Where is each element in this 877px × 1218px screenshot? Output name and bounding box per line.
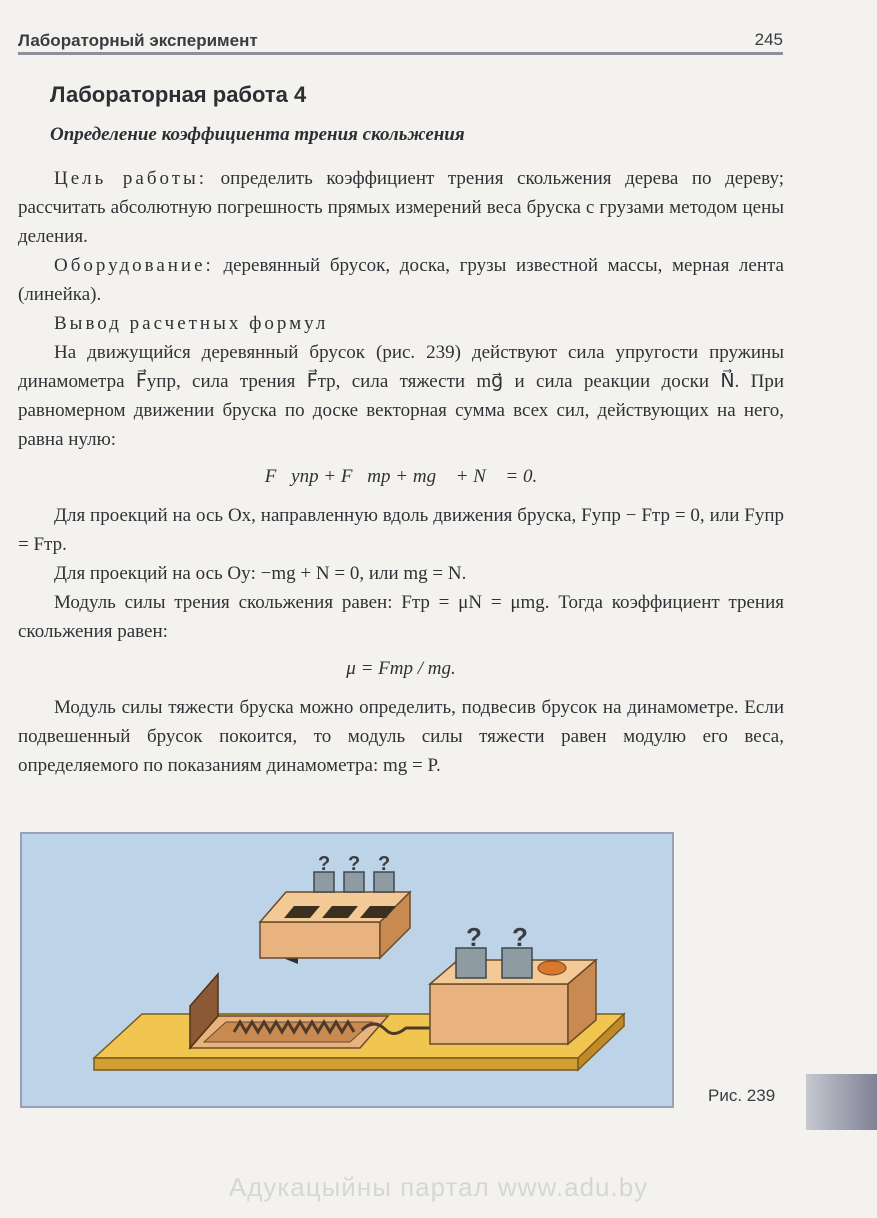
- question-mark-2: ?: [512, 922, 528, 952]
- question-mark-3: ?: [318, 853, 331, 875]
- mu-formula: μ = Fтр / mg.: [346, 658, 456, 679]
- lab-subtitle: Определение коэффициента трения скольжения: [50, 124, 465, 145]
- lab-title: Лабораторная работа 4: [50, 82, 307, 107]
- equipment-paragraph: [18, 251, 784, 309]
- figure-caption: Рис. 239: [708, 1086, 776, 1105]
- equipment-text: деревянный брусок, доска, грузы известной массы, мерная лента (линейка).: [18, 255, 784, 305]
- weight-2: [502, 948, 532, 978]
- watermark: Адукацыйны партал www.adu.by: [228, 1172, 649, 1202]
- friction-modulus-paragraph: Модуль силы трения скольжения равен: Fтр = μN = μmg. Тогда коэффициент трения скольжения равен:: [18, 592, 784, 642]
- small-weight-1: [314, 872, 334, 892]
- gravity-modulus-paragraph: Модуль силы тяжести бруска можно определить, подвесив брусок на динамометре. Если подвешенный брусок покоится, то модуль силы тяжести равен модулю его веса, определяемого по показаниям динамометра: mg = P.: [18, 697, 784, 776]
- aim-label: Цель работы:: [54, 168, 208, 189]
- upper-block-front: [260, 922, 380, 958]
- question-mark-1: ?: [466, 922, 482, 952]
- wooden-block-front: [430, 984, 568, 1044]
- question-mark-5: ?: [378, 853, 391, 875]
- body-text-top: [18, 164, 784, 780]
- page-number: 245: [754, 30, 783, 49]
- header-rule: [18, 52, 783, 55]
- question-mark-4: ?: [348, 853, 361, 875]
- friction-apparatus-illustration: [22, 834, 672, 1106]
- section-title: Лабораторный эксперимент: [18, 31, 258, 50]
- figure-239: [20, 832, 674, 1108]
- small-weight-2: [344, 872, 364, 892]
- vector-sum-formula: F⃗упр + F⃗тр + mg⃗ + N⃗ = 0.: [264, 466, 538, 487]
- aim-text: определить коэффициент трения скольжения дерева по дереву; рассчитать абсолютную погрешность прямых измерений веса бруска с грузами методом цены деления.: [18, 168, 784, 247]
- aim-paragraph: [18, 164, 784, 251]
- board-front: [94, 1058, 578, 1070]
- ox-projection-paragraph: Для проекций на ось Ox, направленную вдоль движения бруска, Fупр − Fтр = 0, или Fупр = Fтр.: [18, 505, 784, 555]
- derivation-heading: Вывод расчетных формул: [54, 313, 329, 334]
- page-edge-tab: [806, 1074, 877, 1130]
- weight-1: [456, 948, 486, 978]
- small-weight-3: [374, 872, 394, 892]
- running-header: [18, 28, 783, 54]
- block-hole: [538, 961, 566, 975]
- forces-paragraph: На движущийся деревянный брусок (рис. 239) действуют сила упругости пружины динамометра F⃗упр, сила трения F⃗тр, сила тяжести mg⃗ и сила реакции доски N⃗. При равномерном движении бруска по доске векторная сумма всех сил, действующих на него, равна нулю:: [18, 342, 784, 450]
- oy-projection-paragraph: Для проекций на ось Oy: −mg + N = 0, или mg = N.: [54, 563, 467, 584]
- equipment-label: Оборудование:: [54, 255, 214, 276]
